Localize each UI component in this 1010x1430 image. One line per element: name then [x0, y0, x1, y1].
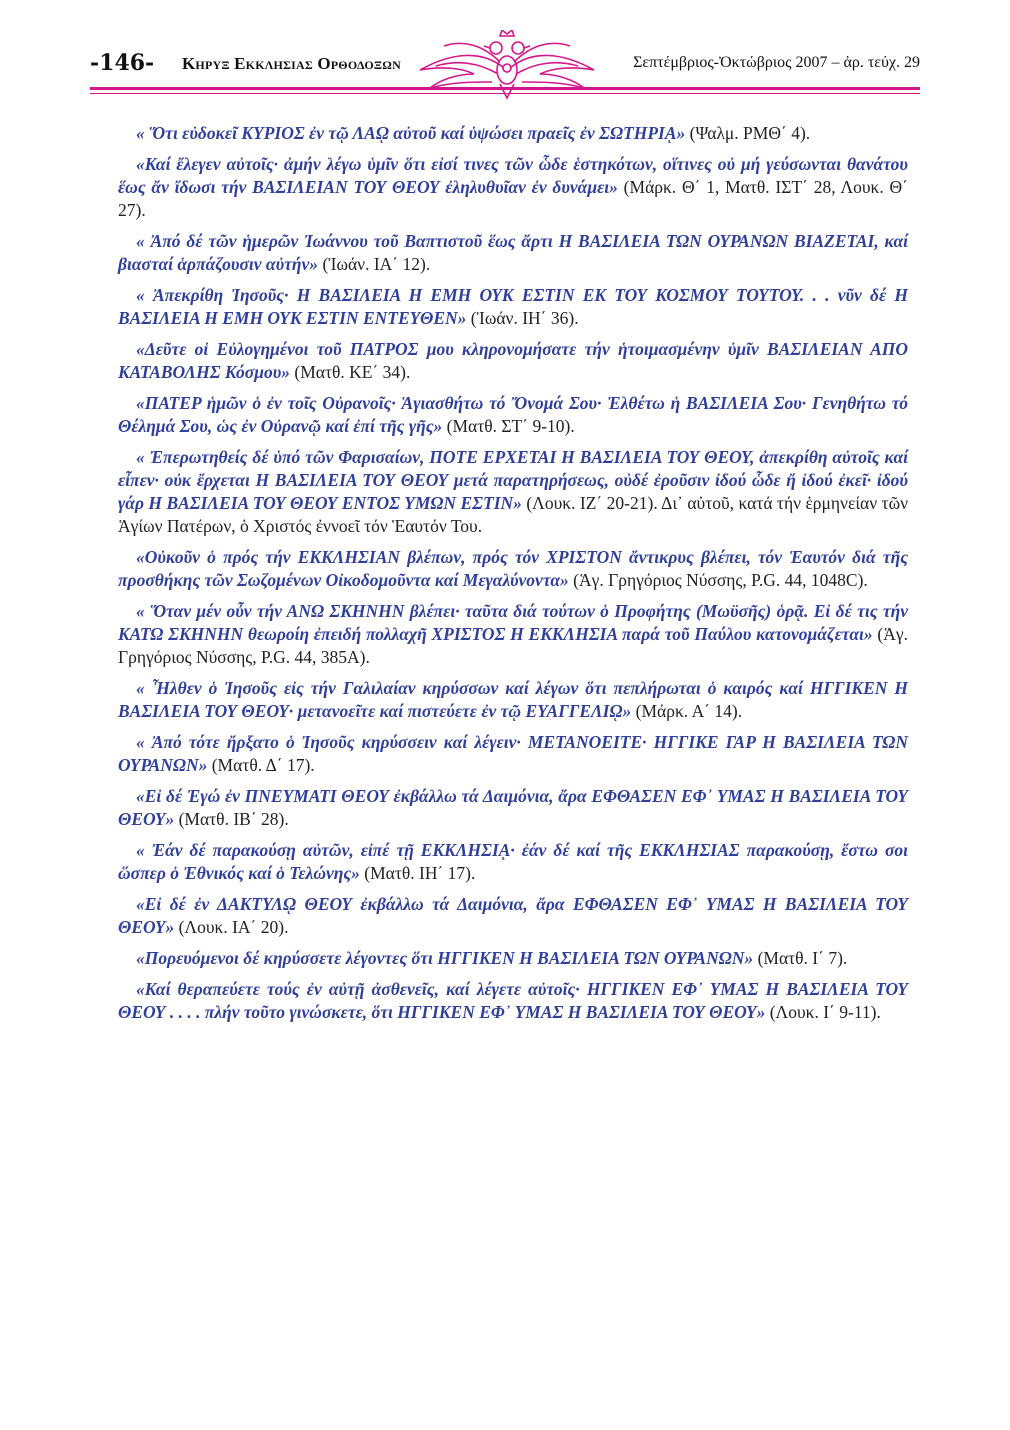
scripture-quote: « Ἐπερωτηθείς δέ ὑπό τῶν Φαρισαίων, ΠΟΤΕ ΕΡΧΕΤΑΙ Η ΒΑΣΙΛΕΙΑ ΤΟΥ ΘΕΟΥ, ἀπεκρίθη αὐτοῖς καί εἶπεν· οὐκ ἔρχεται Η ΒΑΣΙΛΕΙΑ ΤΟΥ ΘΕΟΥ μετά παρατηρήσεως, οὐδέ ἐροῦσιν ἰδού ὧδε ἤ ἰδού ἐκεῖ· ἰδού γάρ Η ΒΑΣΙΛΕΙΑ ΤΟΥ ΘΕΟΥ ΕΝΤΟΣ ΥΜΩΝ ΕΣΤΙΝ»	[118, 447, 908, 513]
scripture-quote: « Ὅταν μέν οὖν τήν ΑΝΩ ΣΚΗΝΗΝ βλέπει· ταῦτα διά τούτων ὁ Προφήτης (Μωϋσῆς) ὁρᾷ. Εἰ δέ τις τήν ΚΑΤΩ ΣΚΗΝΗΝ θεωροίη ἐπειδή πολλαχῆ ΧΡΙΣΤΟΣ Η ΕΚΚΛΗΣΙΑ παρά τοῦ Παύλου κατονομάζεται»	[118, 601, 908, 644]
scripture-reference: (Ματθ. ΙΗ΄ 17).	[359, 863, 476, 883]
scripture-reference: (Ψαλμ. ΡΜΘ΄ 4).	[685, 123, 811, 143]
scripture-paragraph	[118, 284, 908, 330]
scripture-paragraph	[118, 600, 908, 669]
scripture-quote: « Ἀπό δέ τῶν ἡμερῶν Ἰωάννου τοῦ Βαπτιστοῦ ἕως ἄρτι Η ΒΑΣΙΛΕΙΑ ΤΩΝ ΟΥΡΑΝΩΝ ΒΙΑΖΕΤΑΙ, καί βιασταί ἁρπάζουσιν αὐτήν»	[118, 231, 908, 274]
scripture-paragraph	[118, 338, 908, 384]
scripture-paragraph	[118, 446, 908, 538]
publication-title: Κηρυξ Εκκλησιας Ορθοδοξων	[182, 54, 401, 73]
scripture-paragraph	[118, 122, 908, 145]
scripture-quote: «Πορευόμενοι δέ κηρύσσετε λέγοντες ὅτι ΗΓΓΙΚΕΝ Η ΒΑΣΙΛΕΙΑ ΤΩΝ ΟΥΡΑΝΩΝ»	[136, 948, 754, 968]
scripture-reference: (Λουκ. ΙΖ΄ 20-21). Δι᾽ αὐτοῦ, κατά τήν ἑρμηνείαν τῶν Ἁγίων Πατέρων, ὁ Χριστός ἐννοεῖ τόν Ἑαυτόν Του.	[118, 493, 908, 536]
scripture-paragraph	[118, 947, 908, 970]
header-rule-thin	[90, 93, 920, 94]
scripture-quote: « Ἀπεκρίθη Ἰησοῦς· Η ΒΑΣΙΛΕΙΑ Η ΕΜΗ ΟΥΚ ΕΣΤΙΝ ΕΚ ΤΟΥ ΚΟΣΜΟΥ ΤΟΥΤΟΥ. . . νῦν δέ Η ΒΑΣΙΛΕΙΑ Η ΕΜΗ ΟΥΚ ΕΣΤΙΝ ΕΝΤΕΥΘΕΝ»	[118, 285, 908, 328]
scripture-reference: (Ἰωάν. ΙΗ΄ 36).	[466, 308, 579, 328]
scripture-paragraph	[118, 546, 908, 592]
header-rule-thick	[90, 87, 920, 90]
scripture-reference: (Λουκ. ΙΑ΄ 20).	[174, 917, 289, 937]
scripture-reference: (Ματθ. ΣΤ΄ 9-10).	[442, 416, 575, 436]
page-number: -146-	[90, 50, 155, 76]
scripture-quote: « Ὅτι εὐδοκεῖ ΚΥΡΙΟΣ ἐν τῷ ΛΑῼ αὐτοῦ καί ὑψώσει πραεῖς ἐν ΣΩΤΗΡΙᾼ»	[136, 123, 686, 143]
scripture-reference: (Μάρκ. Θ΄ 1, Ματθ. ΙΣΤ΄ 28, Λουκ. Θ΄ 27).	[118, 177, 909, 220]
scripture-reference: (Ματθ. Ι΄ 7).	[753, 948, 848, 968]
scripture-reference: (Ἰωάν. ΙΑ΄ 12).	[318, 254, 431, 274]
scripture-paragraph	[118, 978, 908, 1024]
scripture-reference: (Μάρκ. Α΄ 14).	[631, 701, 743, 721]
scripture-paragraph	[118, 230, 908, 276]
scripture-quote: «Εἰ δέ Ἐγώ ἐν ΠΝΕΥΜΑΤΙ ΘΕΟΥ ἐκβάλλω τά Δαιμόνια, ἄρα ΕΦΘΑΣΕΝ ΕΦ᾽ ΥΜΑΣ Η ΒΑΣΙΛΕΙΑ ΤΟΥ ΘΕΟΥ»	[118, 786, 908, 829]
scripture-quote: «Οὐκοῦν ὁ πρός τήν ΕΚΚΛΗΣΙΑΝ βλέπων, πρός τόν ΧΡΙΣΤΟΝ ἄντικρυς βλέπει, τόν Ἑαυτόν διά τῆς προσθήκης τῶν Σωζομένων Οἰκοδομοῦντα καί Μεγαλύνοντα»	[118, 547, 908, 590]
scripture-paragraph	[118, 785, 908, 831]
scripture-reference: (Λουκ. Ι΄ 9-11).	[765, 1002, 881, 1022]
scripture-reference: (Ἁγ. Γρηγόριος Νύσσης, P.G. 44, 1048C).	[568, 570, 868, 590]
scripture-paragraph	[118, 677, 908, 723]
scripture-paragraph	[118, 893, 908, 939]
scripture-reference: (Ματθ. ΙΒ΄ 28).	[174, 809, 289, 829]
scripture-reference: (Ματθ. ΚΕ΄ 34).	[290, 362, 411, 382]
scripture-quote: « Ἦλθεν ὁ Ἰησοῦς εἰς τήν Γαλιλαίαν κηρύσσων καί λέγων ὅτι πεπλήρωται ὁ καιρός καί ΗΓΓΙΚΕΝ Η ΒΑΣΙΛΕΙΑ ΤΟΥ ΘΕΟΥ· μετανοεῖτε καί πιστεύετε ἐν τῷ ΕΥΑΓΓΕΛΙῼ»	[118, 678, 908, 721]
scripture-quote: « Ἐάν δέ παρακούσῃ αὐτῶν, εἰπέ τῇ ΕΚΚΛΗΣΙᾼ· ἐάν δέ καί τῆς ΕΚΚΛΗΣΙΑΣ παρακούσῃ, ἔστω σοι ὥσπερ ὁ Ἐθνικός καί ὁ Τελώνης»	[118, 840, 908, 883]
scripture-paragraph	[118, 153, 908, 222]
scripture-reference: (Ἁγ. Γρηγόριος Νύσσης, P.G. 44, 385A).	[118, 624, 908, 667]
scripture-quote: «Δεῦτε οἱ Εὐλογημένοι τοῦ ΠΑΤΡΟΣ μου κληρονομήσατε τήν ἡτοιμασμένην ὑμῖν ΒΑΣΙΛΕΙΑΝ ΑΠΟ ΚΑΤΑΒΟΛΗΣ Κόσμου»	[118, 339, 908, 382]
scripture-reference: (Ματθ. Δ΄ 17).	[207, 755, 315, 775]
scripture-quote: «Καί ἔλεγεν αὐτοῖς· ἀμήν λέγω ὑμῖν ὅτι εἰσί τινες τῶν ὧδε ἑστηκότων, οἵτινες οὐ μή γεύσωνται θανάτου ἕως ἄν ἴδωσι τήν ΒΑΣΙΛΕΙΑΝ ΤΟΥ ΘΕΟΥ ἐληλυθυῖαν ἐν δυνάμει»	[118, 154, 908, 197]
scripture-quote: «ΠΑΤΕΡ ἡμῶν ὁ ἐν τοῖς Οὐρανοῖς· Ἁγιασθήτω τό Ὄνομά Σου· Ἐλθέτω ἡ ΒΑΣΙΛΕΙΑ Σου· Γενηθήτω τό Θέλημά Σου, ὡς ἐν Οὐρανῷ καί ἐπί τῆς γῆς»	[118, 393, 908, 436]
scripture-quote: «Καί θεραπεύετε τούς ἐν αὐτῇ ἀσθενεῖς, καί λέγετε αὐτοῖς· ΗΓΓΙΚΕΝ ΕΦ᾽ ΥΜΑΣ Η ΒΑΣΙΛΕΙΑ ΤΟΥ ΘΕΟΥ . . . . πλήν τοῦτο γινώσκετε, ὅτι ΗΓΓΙΚΕΝ ΕΦ᾽ ΥΜΑΣ Η ΒΑΣΙΛΕΙΑ ΤΟΥ ΘΕΟΥ»	[118, 979, 908, 1022]
issue-info: Σεπτέμβριος-Ὀκτώβριος 2007 – ἀρ. τεύχ. 29	[633, 54, 920, 71]
scripture-paragraph	[118, 392, 908, 438]
scripture-quote: «Εἰ δέ ἐν ΔΑΚΤΥΛῼ ΘΕΟΥ ἐκβάλλω τά Δαιμόνια, ἄρα ΕΦΘΑΣΕΝ ΕΦ᾽ ΥΜΑΣ Η ΒΑΣΙΛΕΙΑ ΤΟΥ ΘΕΟΥ»	[118, 894, 908, 937]
page-header	[90, 38, 920, 100]
scripture-paragraph	[118, 839, 908, 885]
scripture-paragraph	[118, 731, 908, 777]
scripture-quote: « Ἀπό τότε ἤρξατο ὁ Ἰησοῦς κηρύσσειν καί λέγειν· ΜΕΤΑΝΟΕΙΤΕ· ΗΓΓΙΚΕ ΓΑΡ Η ΒΑΣΙΛΕΙΑ ΤΩΝ ΟΥΡΑΝΩΝ»	[118, 732, 908, 775]
article-body	[118, 122, 908, 1032]
